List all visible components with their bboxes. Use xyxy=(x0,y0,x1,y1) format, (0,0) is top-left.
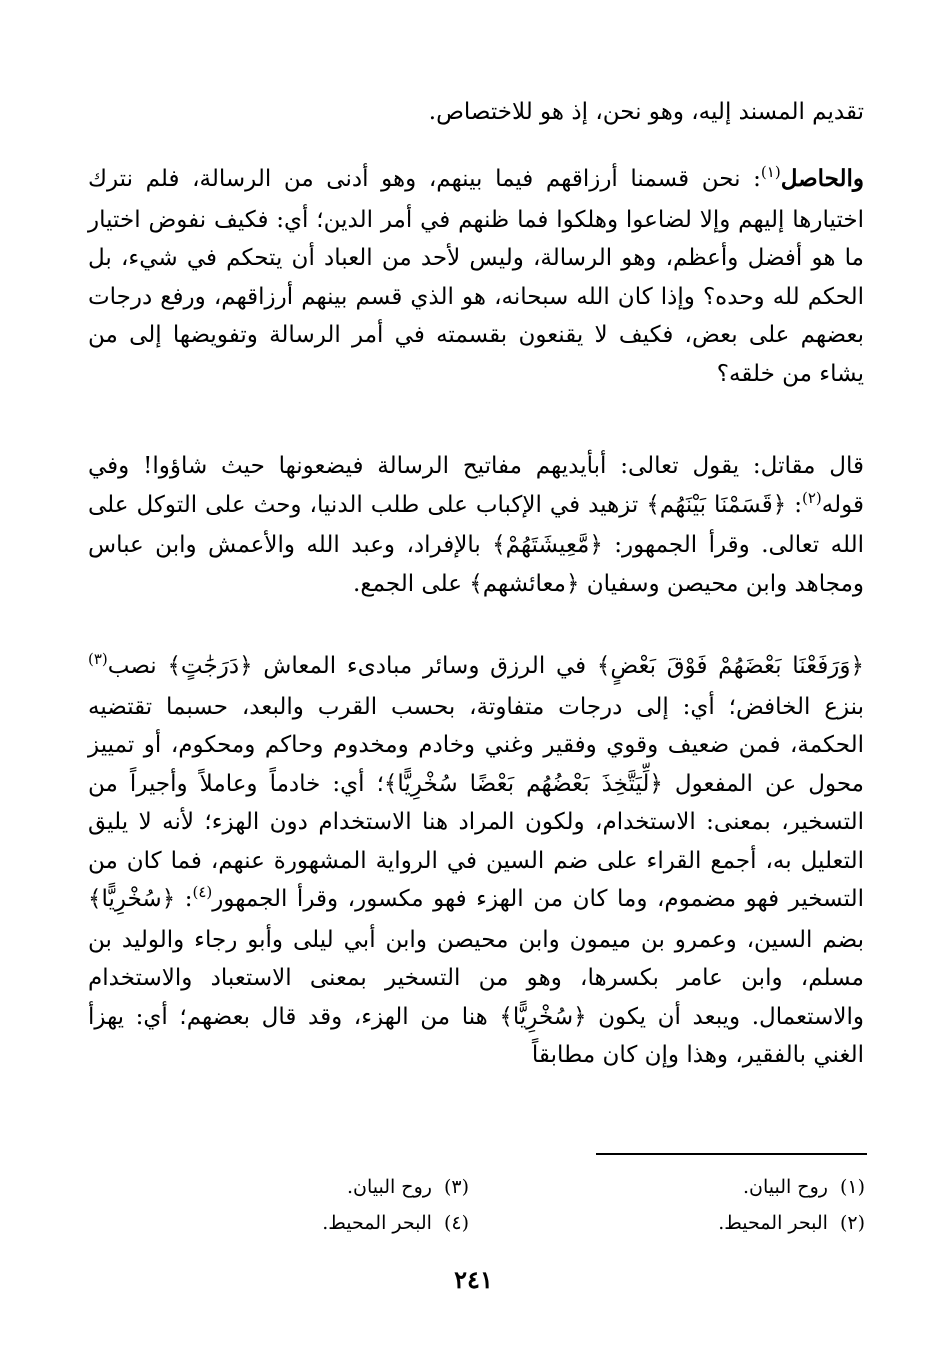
paragraph-1 xyxy=(88,93,864,132)
footnote-divider xyxy=(596,1153,867,1155)
paragraph-text: : ﴿قَسَمْنَا بَيْنَهُم﴾ تزهيد في الإكباب على طلب الدنيا، وحث على التوكل على الله تعالى. وقرأ الجمهور: ﴿مَّعِيشَتَهُمْ﴾ بالإفراد، وعبد الله والأعمش وابن عباس ومجاهد وابن محيصن وسفيان ﴿معائشهم﴾ على الجمع. xyxy=(88,491,864,597)
footnote-number: (١) xyxy=(839,1176,865,1198)
footnote-ref-1: (١) xyxy=(760,163,781,181)
paragraph-text: قال مقاتل: يقول تعالى: أبأيديهم مفاتيح الرسالة فيضعونها حيث شاؤوا! وفي قوله xyxy=(88,453,864,518)
footnote-text: روح البيان. xyxy=(742,1176,828,1198)
footnote-2 xyxy=(718,1208,865,1238)
footnote-ref-3: (٣) xyxy=(88,650,108,668)
footnote-number: (٤) xyxy=(443,1212,469,1234)
footnote-number: (٣) xyxy=(443,1176,469,1198)
footnote-text: البحر المحيط. xyxy=(322,1212,432,1234)
paragraph-4 xyxy=(88,647,864,1075)
footnote-text: البحر المحيط. xyxy=(718,1212,828,1234)
footnote-4 xyxy=(322,1208,469,1238)
paragraph-text: : ﴿سُخْرِيًّا﴾ بضم السين، وعمرو بن ميمون وابن محيصن وابن أبي ليلى وأبو رجاء والوليد بن مسلم، وابن عامر بكسرها، وهو من التسخير بمعنى الاستعباد والاستخدام والاستعمال. ويبعد أن يكون ﴿سُخْرِيًّا﴾ هنا من الهزء، وقد قال بعضهم؛ أي: يهزأ الغني بالفقير، وهذا وإن كان مطابقاً xyxy=(88,886,864,1068)
paragraph-2 xyxy=(88,160,864,393)
footnote-number: (٢) xyxy=(839,1212,865,1234)
paragraph-text: : نحن قسمنا أرزاقهم فيما بينهم، وهو أدنى من الرسالة، فلم نترك اختيارها إليهم وإلا لضاعوا وهلكوا فما ظنهم في أمر الدين؛ أي: فكيف نفوض اختيار ما هو أفضل وأعظم، وهو الرسالة، وليس لأحد من العباد أن يتحكم في شيء، بل الحكم لله وحده؟ وإذا كان الله سبحانه، هو الذي قسم بينهم أرزاقهم، ورفع درجات بعضهم على بعض، فكيف لا يقنعون بقسمته في أمر الرسالة وتفويضها إلى من يشاء من خلقه؟ xyxy=(88,166,864,387)
paragraph-text: تقديم المسند إليه، وهو نحن، إذ هو للاختصاص. xyxy=(428,99,864,125)
paragraph-text: بنزع الخافض؛ أي: إلى درجات متفاوتة، بحسب القرب والبعد، حسبما تقتضيه الحكمة، فمن ضعيف وقوي وفقير وغني وخادم ومخدوم وحاكم ومحكوم، أو تمييز محول عن المفعول ﴿لِّيَتَّخِذَ بَعْضُهُم بَعْضًا سُخْرِيًّا﴾؛ أي: خادماً وعاملاً وأجيراً من التسخير، بمعنى: الاستخدام، ولكون المراد هنا الاستخدام دون الهزء؛ لأنه لا يليق التعليل به، أجمع القراء على ضم السين في الرواية المشهورة عنهم، فما كان من التسخير فهو مضموم، وما كان من الهزء فهو مكسور، وقرأ الجمهور xyxy=(88,693,864,912)
footnote-ref-4: (٤) xyxy=(192,883,213,901)
footnote-3 xyxy=(347,1172,469,1202)
paragraph-text: ﴿وَرَفَعْنَا بَعْضَهُمْ فَوْقَ بَعْضٍ﴾ في الرزق وسائر مبادىء المعاش ﴿دَرَجَٰتٍ﴾ نصب xyxy=(107,653,864,679)
footnote-1 xyxy=(743,1172,865,1202)
page-number: ٢٤١ xyxy=(454,1265,493,1294)
footnote-ref-2: (٢) xyxy=(802,488,822,507)
paragraph-lead-word: والحاصل xyxy=(780,165,864,192)
paragraph-3 xyxy=(88,447,864,603)
footnote-text: روح البيان. xyxy=(346,1176,432,1198)
